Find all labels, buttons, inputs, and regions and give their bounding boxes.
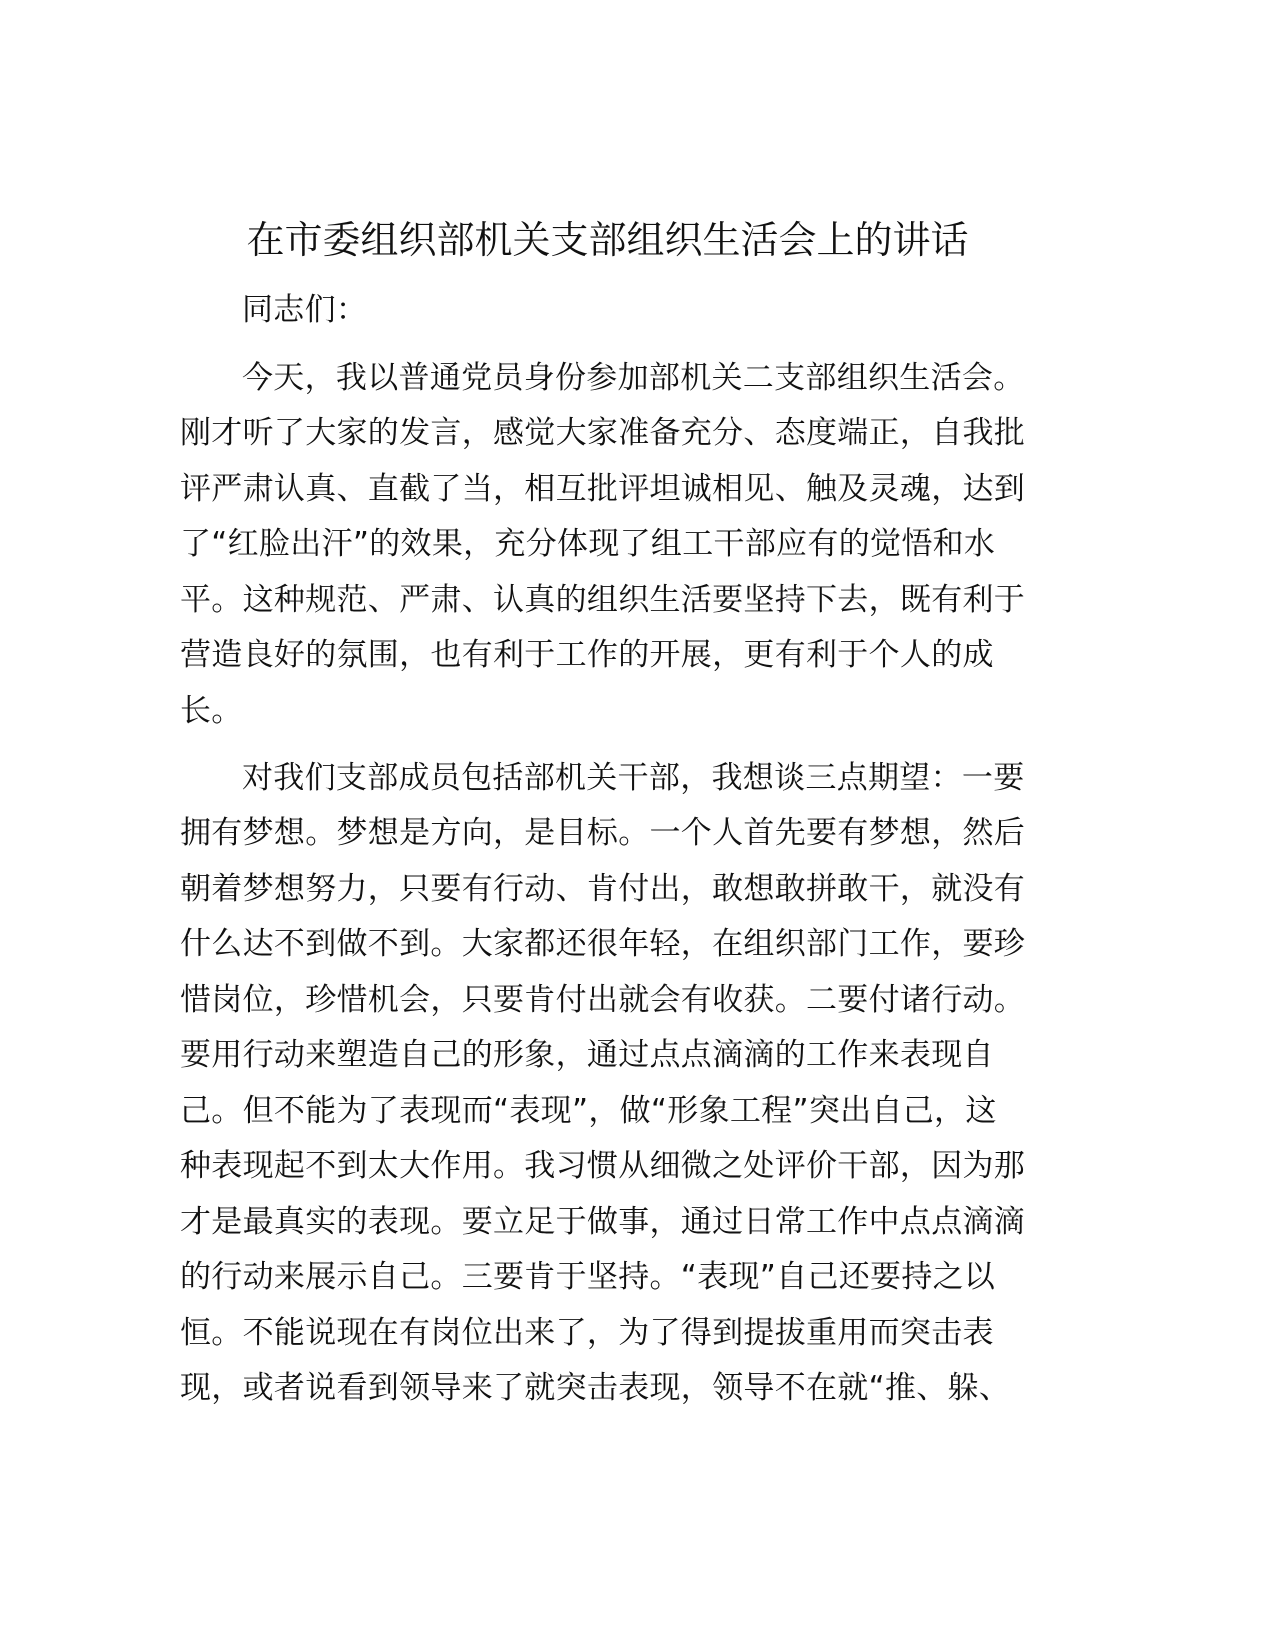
- paragraph-line: 恒。不能说现在有岗位出来了，为了得到提拔重用而突击表: [180, 1314, 994, 1351]
- paragraph-line: 己。但不能为了表现而“表现”，做“形象工程”突出自己，这: [180, 1092, 997, 1129]
- paragraph-line: 营造良好的氛围，也有利于工作的开展，更有利于个人的成: [180, 637, 994, 674]
- paragraph-line: 拥有梦想。梦想是方向，是目标。一个人首先要有梦想，然后: [180, 815, 1026, 852]
- paragraph-line: 种表现起不到太大作用。我习惯从细微之处评价干部，因为那: [180, 1148, 1026, 1185]
- paragraph-line: 朝着梦想努力，只要有行动、肯付出，敢想敢拼敢干，就没有: [180, 870, 1026, 907]
- paragraph-line: 什么达不到做不到。大家都还很年轻，在组织部门工作，要珍: [180, 926, 1026, 963]
- salutation: 同志们：: [242, 292, 368, 328]
- paragraph-line: 现，或者说看到领导来了就突击表现，领导不在就“推、躲、: [180, 1369, 1011, 1406]
- paragraph-line: 评严肃认真、直截了当，相互批评坦诚相见、触及灵魂，达到: [180, 470, 1026, 507]
- paragraph-line: 今天，我以普通党员身份参加部机关二支部组织生活会。: [242, 360, 1025, 396]
- paragraph-line: 惜岗位，珍惜机会，只要肯付出就会有收获。二要付诸行动。: [180, 981, 1026, 1018]
- paragraph-line: 要用行动来塑造自己的形象，通过点点滴滴的工作来表现自: [180, 1037, 994, 1074]
- paragraph-line: 长。: [180, 692, 243, 729]
- paragraph-line: 对我们支部成员包括部机关干部，我想谈三点期望：一要: [242, 760, 1025, 796]
- paragraph-line: 的行动来展示自己。三要肯于坚持。“表现”自己还要持之以: [180, 1259, 996, 1296]
- document-title: 在市委组织部机关支部组织生活会上的讲话: [246, 218, 969, 262]
- paragraph-line: 平。这种规范、严肃、认真的组织生活要坚持下去，既有利于: [180, 581, 1026, 618]
- paragraph-line: 才是最真实的表现。要立足于做事，通过日常工作中点点滴滴: [180, 1203, 1026, 1240]
- paragraph-line: 刚才听了大家的发言，感觉大家准备充分、态度端正，自我批: [180, 415, 1026, 452]
- paragraph-line: 了“红脸出汗”的效果，充分体现了组工干部应有的觉悟和水: [180, 526, 996, 563]
